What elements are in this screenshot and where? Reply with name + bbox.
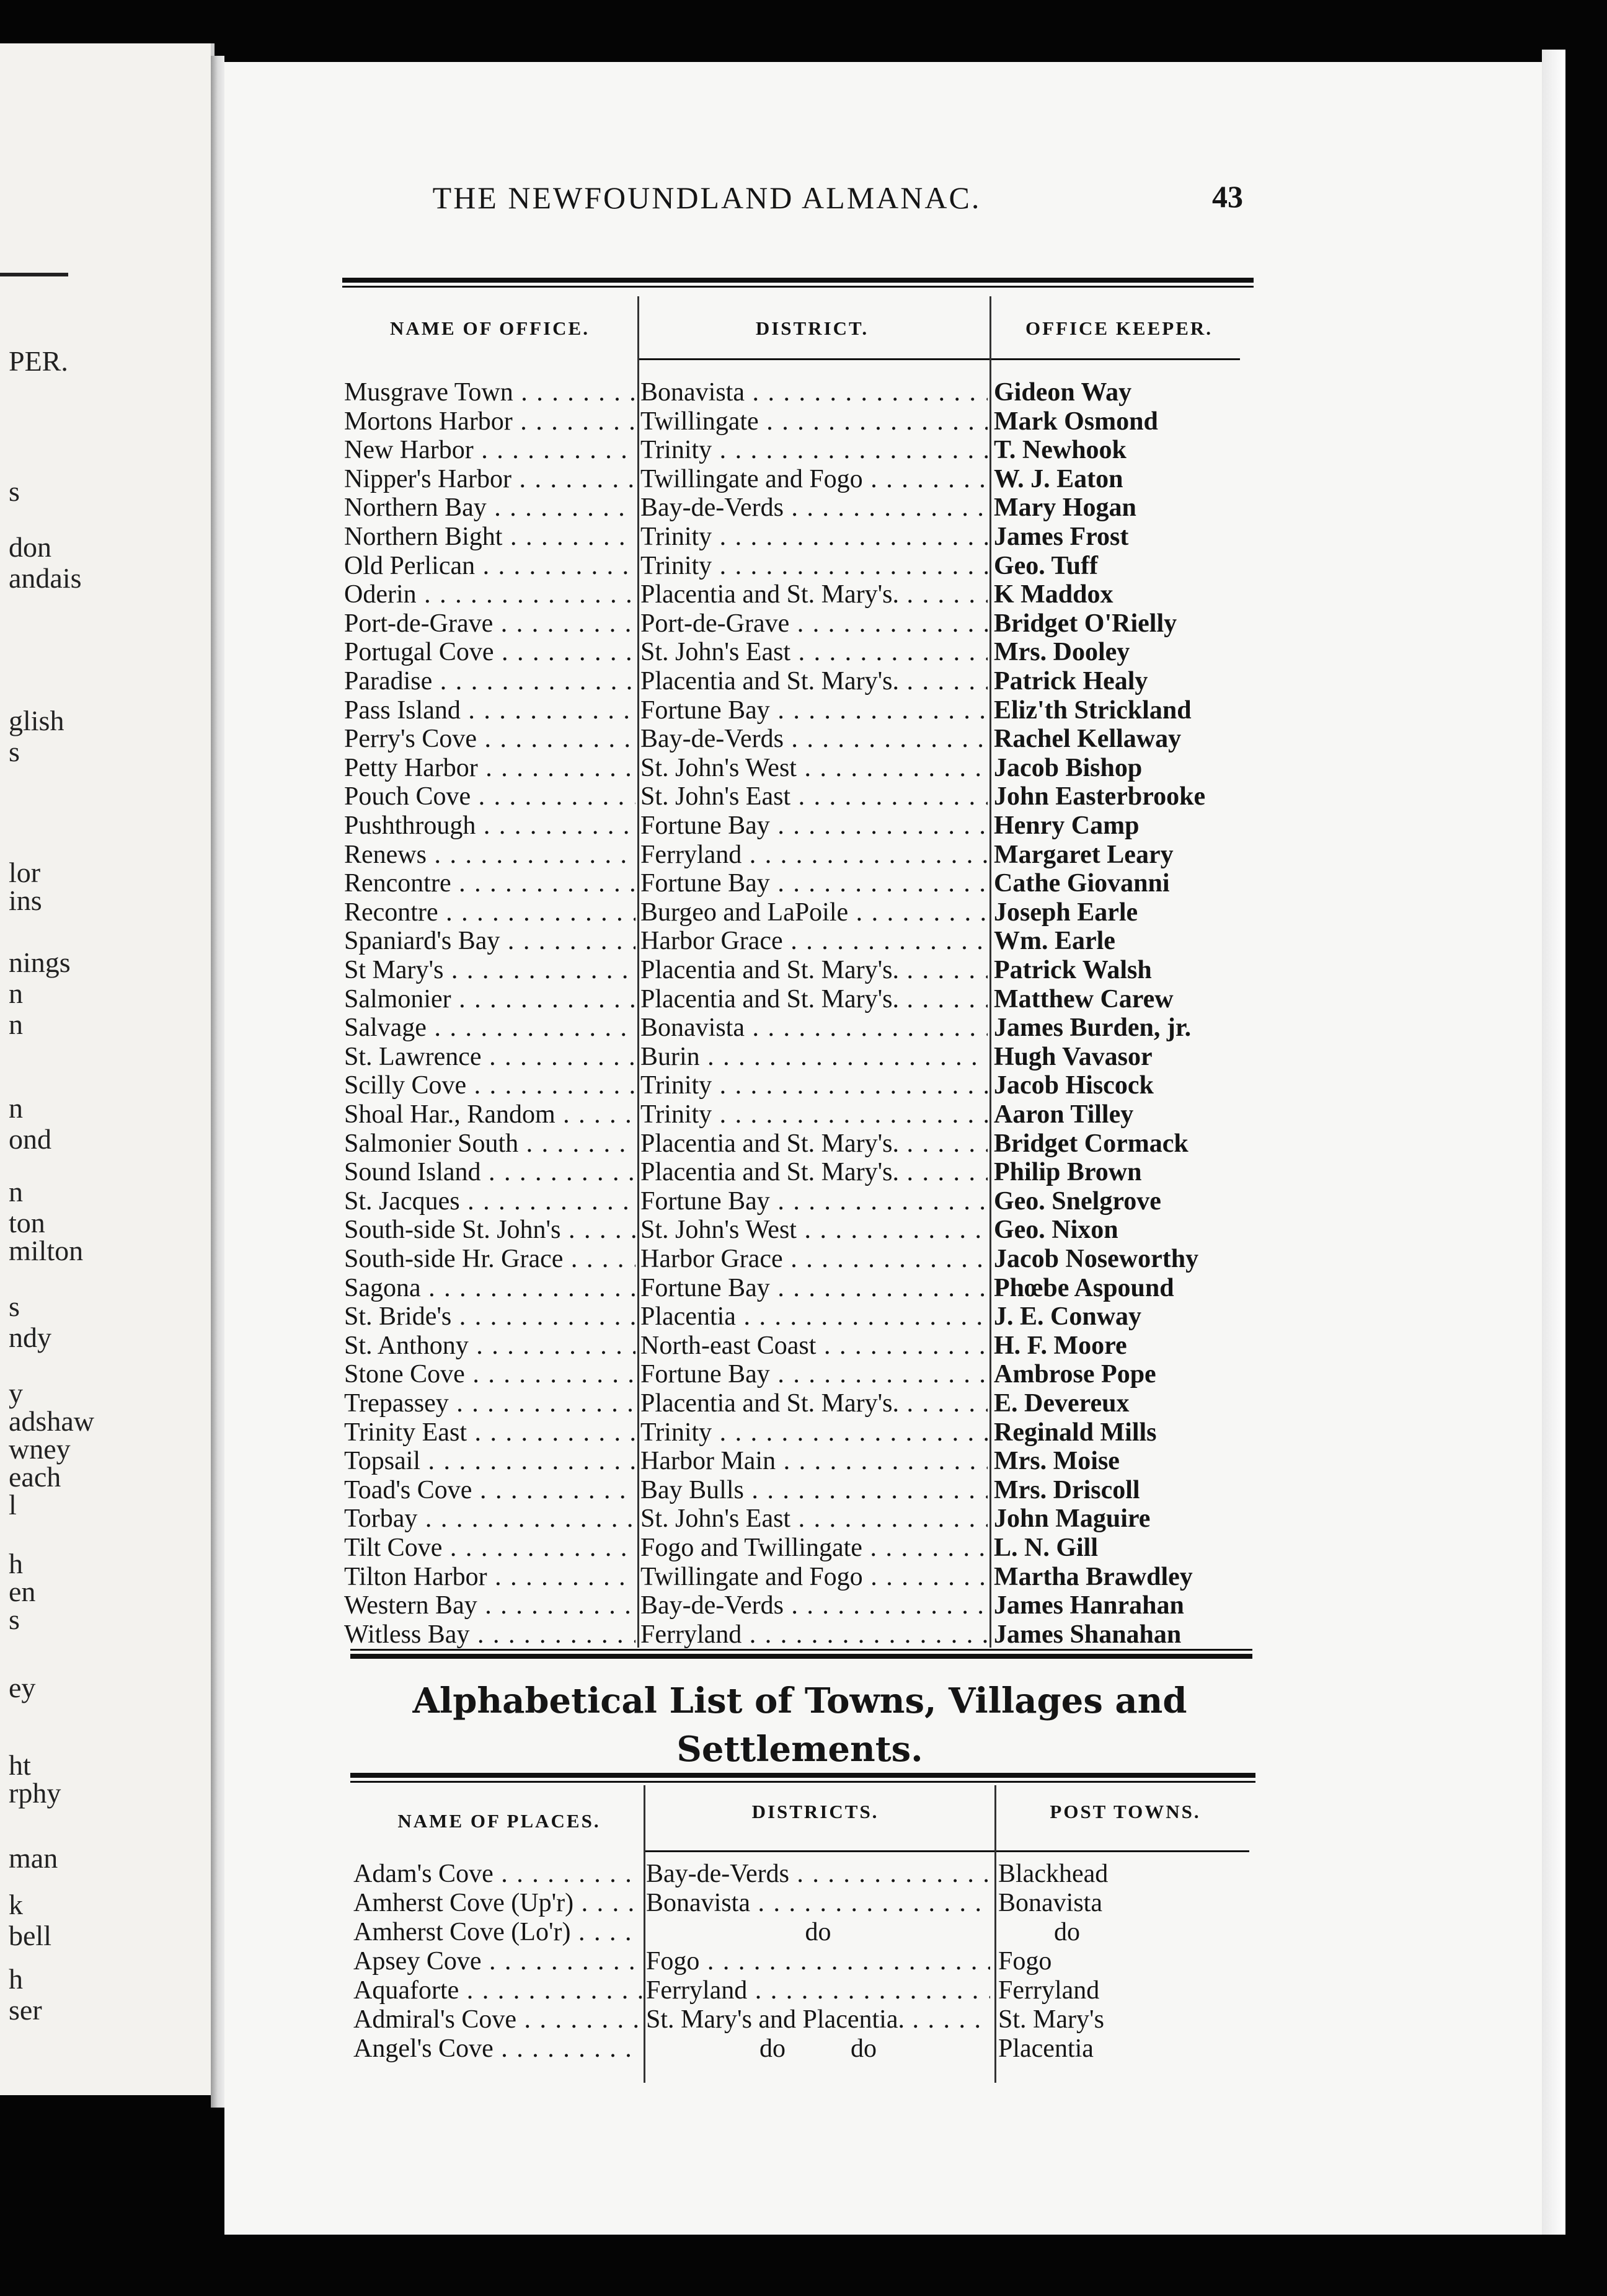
left-page-fragment: en [9, 1576, 36, 1607]
office-district: St. John's East . . . [640, 638, 988, 667]
left-page-fragment: ser [9, 1994, 42, 2026]
left-page-fragment: l [9, 1489, 17, 1521]
column-header-districts: DISTRICTS. [751, 1801, 879, 1822]
town-name: Adam's Cove . . . [353, 1860, 642, 1889]
left-page-fragment: k [9, 1889, 23, 1920]
left-page-fragment: bell [9, 1920, 51, 1951]
office-name: St. Anthony . . . [344, 1331, 635, 1361]
office-keeper: Mark Osmond [994, 407, 1158, 436]
office-name: Portugal Cove . . . [344, 638, 635, 667]
office-row [344, 696, 1249, 725]
left-page-fragment: n [9, 978, 23, 1009]
office-name: Torbay . . . [344, 1504, 635, 1534]
office-keeper: John Easterbrooke [994, 782, 1206, 811]
office-name: Pushthrough . . . [344, 811, 635, 841]
left-page-fragment: n [9, 1009, 23, 1040]
office-keeper: K Maddox [994, 580, 1113, 609]
previous-page-edge [0, 43, 215, 2095]
left-page-fragment: nings [9, 947, 71, 978]
town-row [353, 2034, 1259, 2064]
office-name: Nipper's Harbor . . . [344, 465, 635, 494]
office-keeper: Henry Camp [994, 811, 1140, 840]
office-keeper: James Frost [994, 523, 1129, 551]
office-district: Fortune Bay . . . [640, 869, 988, 898]
left-page-fragment: ht [9, 1749, 31, 1781]
office-keeper: James Burden, jr. [994, 1013, 1192, 1043]
office-row [344, 609, 1249, 638]
left-page-fragment: ndy [9, 1322, 51, 1353]
office-keeper: W. J. Eaton [994, 464, 1123, 493]
left-page-rule [0, 273, 68, 276]
office-district: Trinity . . . [640, 552, 988, 581]
office-keeper: Reginald Mills [994, 1418, 1157, 1447]
office-district: St. John's East . . . [640, 1504, 988, 1534]
office-keeper: Mrs. Moise [994, 1447, 1120, 1476]
office-name: Tilton Harbor . . . [344, 1563, 635, 1592]
left-page-fragment: man [9, 1842, 58, 1874]
office-name: Witless Bay . . . [344, 1620, 635, 1649]
top-rule-thick [342, 278, 1254, 283]
town-post-town: Ferryland [998, 1976, 1100, 2005]
towns-top-rule-thick [350, 1773, 1255, 1778]
office-district: Ferryland . . . [640, 1620, 988, 1649]
office-keeper: Patrick Healy [994, 667, 1148, 695]
town-name: Admiral's Cove . . . [353, 2005, 642, 2034]
left-page-fragment: n [9, 1176, 23, 1208]
office-name: Trinity East . . . [344, 1418, 635, 1447]
town-row [353, 1860, 1259, 1889]
office-row [344, 1071, 1249, 1100]
office-district: Bay-de-Verds . . . [640, 493, 988, 523]
office-district: Twillingate and Fogo . . . [640, 465, 988, 494]
office-row [344, 1447, 1249, 1476]
office-keeper: Eliz'th Strickland [994, 695, 1192, 725]
office-district: Trinity . . . [640, 1418, 988, 1447]
office-row [344, 869, 1249, 898]
office-keeper: Ambrose Pope [994, 1360, 1156, 1389]
office-district: North-east Coast . . . [640, 1331, 988, 1361]
office-row [344, 1302, 1249, 1331]
office-district: Ferryland . . . [640, 841, 988, 870]
towns-top-rule-thin [350, 1781, 1255, 1783]
office-keeper: T. Newhook [994, 436, 1127, 465]
office-district: Fortune Bay . . . [640, 1187, 988, 1216]
office-keeper: Bridget Cormack [994, 1129, 1189, 1158]
column-header-name-of-office: NAME OF OFFICE. [390, 317, 590, 339]
office-district: Bay Bulls . . . [640, 1476, 988, 1505]
office-district: St. John's East . . . [640, 782, 988, 811]
office-name: Tilt Cove . . . [344, 1534, 635, 1563]
left-page-fragment: glish [9, 705, 64, 736]
header-rule [639, 358, 1240, 360]
office-district: Harbor Main . . . [640, 1447, 988, 1476]
office-row [344, 927, 1249, 956]
office-district: Placentia and St. Mary's. . . . [640, 1389, 988, 1418]
office-row [344, 1534, 1249, 1563]
office-district: Fortune Bay . . . [640, 1274, 988, 1303]
office-keeper: Gideon Way [994, 378, 1132, 407]
town-name: Amherst Cove (Up'r) . . . [353, 1889, 642, 1918]
office-row [344, 1216, 1249, 1245]
town-post-town: do [1054, 1918, 1080, 1946]
office-row [344, 1331, 1249, 1361]
office-name: Trepassey . . . [344, 1389, 635, 1418]
office-keeper: Margaret Leary [994, 840, 1174, 869]
book-gutter [211, 56, 224, 2108]
office-row [344, 1158, 1249, 1187]
column-header-office-keeper: OFFICE KEEPER. [1025, 317, 1213, 339]
town-name: Amherst Cove (Lo'r) . . . [353, 1918, 642, 1947]
office-name: Shoal Har., Random . . . [344, 1100, 635, 1129]
office-name: Musgrave Town . . . [344, 378, 635, 407]
office-keeper: Cathe Giovanni [994, 869, 1170, 898]
office-name: Sound Island . . . [344, 1158, 635, 1187]
left-page-fragment: milton [9, 1235, 84, 1266]
office-district: Harbor Grace . . . [640, 1245, 988, 1274]
office-name: Scilly Cove . . . [344, 1071, 635, 1100]
office-keeper: Geo. Snelgrove [994, 1186, 1161, 1216]
left-page-fragment: y [9, 1377, 23, 1409]
office-row [344, 667, 1249, 696]
office-row [344, 898, 1249, 927]
office-row [344, 754, 1249, 783]
left-page-fragment: ey [9, 1672, 36, 1703]
town-post-town: Fogo [998, 1947, 1052, 1976]
office-name: South-side St. John's . . . [344, 1216, 635, 1245]
office-row [344, 985, 1249, 1014]
column-header-district: DISTRICT. [755, 317, 869, 339]
left-page-fragment: h [9, 1963, 23, 1995]
town-district: Bonavista . . . [646, 1889, 990, 1918]
office-row [344, 552, 1249, 581]
left-page-fragment: rphy [9, 1777, 61, 1809]
office-row [344, 1187, 1249, 1216]
office-name: Northern Bight . . . [344, 523, 635, 552]
office-name: Sagona . . . [344, 1274, 635, 1303]
office-row [344, 1389, 1249, 1418]
office-name: Port-de-Grave . . . [344, 609, 635, 638]
office-name: Paradise . . . [344, 667, 635, 696]
left-page-fragment: andais [9, 562, 82, 594]
office-district: Bonavista . . . [640, 378, 988, 407]
office-keeper: Philip Brown [994, 1158, 1142, 1187]
left-page-fragment: ins [9, 885, 42, 916]
office-district: Fortune Bay . . . [640, 811, 988, 841]
office-name: Pouch Cove . . . [344, 782, 635, 811]
town-district: do [805, 1918, 831, 1946]
office-keeper: John Maguire [994, 1504, 1151, 1534]
table-end-rule-thin [350, 1649, 1252, 1651]
office-name: Spaniard's Bay . . . [344, 927, 635, 956]
town-row [353, 1889, 1259, 1918]
left-page-fragment: wney [9, 1433, 71, 1465]
office-name: Renews . . . [344, 841, 635, 870]
town-post-town: Placentia [998, 2034, 1094, 2063]
office-district: Placentia and St. Mary's. . . . [640, 985, 988, 1014]
office-name: Recontre . . . [344, 898, 635, 927]
office-row [344, 1591, 1249, 1620]
office-keeper: Martha Brawdley [994, 1562, 1193, 1591]
top-rule-thin [342, 286, 1254, 288]
office-district: St. John's West . . . [640, 754, 988, 783]
office-row [344, 1013, 1249, 1043]
office-row [344, 725, 1249, 754]
town-name: Aquaforte . . . [353, 1976, 642, 2005]
office-keeper: Hugh Vavasor [994, 1042, 1153, 1071]
office-row [344, 841, 1249, 870]
office-row [344, 580, 1249, 609]
office-name: Stone Cove . . . [344, 1360, 635, 1389]
town-row [353, 2005, 1259, 2034]
office-row [344, 493, 1249, 523]
office-keeper: J. E. Conway [994, 1302, 1142, 1331]
office-row [344, 1129, 1249, 1159]
office-name: Salmonier South . . . [344, 1129, 635, 1159]
left-page-fragment: lor [9, 857, 41, 888]
office-row [344, 1245, 1249, 1274]
office-district: Trinity . . . [640, 1071, 988, 1100]
town-post-town: St. Mary's [998, 2005, 1104, 2034]
office-district: Twillingate and Fogo . . . [640, 1563, 988, 1592]
office-row [344, 956, 1249, 985]
office-keeper: Geo. Tuff [994, 551, 1099, 580]
page-edge-right [1542, 50, 1565, 2235]
office-row [344, 1504, 1249, 1534]
town-district: Fogo . . . [646, 1947, 990, 1976]
town-row [353, 1976, 1259, 2005]
office-row [344, 1274, 1249, 1303]
office-district: Placentia and St. Mary's. . . . [640, 580, 988, 609]
office-keeper: Bridget O'Rielly [994, 609, 1177, 638]
office-row [344, 1418, 1249, 1447]
office-row [344, 1563, 1249, 1592]
office-keeper: Patrick Walsh [994, 956, 1152, 984]
left-page-fragment: PER. [9, 345, 68, 377]
office-district: Placentia and St. Mary's. . . . [640, 956, 988, 985]
office-name: South-side Hr. Grace . . . [344, 1245, 635, 1274]
left-page-fragment: each [9, 1461, 61, 1493]
office-name: Western Bay . . . [344, 1591, 635, 1620]
town-post-town: Blackhead [998, 1860, 1109, 1888]
office-district: Trinity . . . [640, 1100, 988, 1129]
office-name: Toad's Cove . . . [344, 1476, 635, 1505]
office-district: Harbor Grace . . . [640, 927, 988, 956]
left-page-fragment: h [9, 1548, 23, 1579]
town-district: Ferryland . . . [646, 1976, 990, 2005]
office-row [344, 1476, 1249, 1505]
town-name: Angel's Cove . . . [353, 2034, 642, 2064]
office-district: Placentia . . . [640, 1302, 988, 1331]
office-district: Bonavista . . . [640, 1013, 988, 1043]
town-name: Apsey Cove . . . [353, 1947, 642, 1976]
left-page-fragment: s [9, 1604, 20, 1635]
office-district: St. John's West . . . [640, 1216, 988, 1245]
office-name: Petty Harbor . . . [344, 754, 635, 783]
left-page-fragment: ton [9, 1207, 45, 1239]
office-row [344, 638, 1249, 667]
office-district: Placentia and St. Mary's. . . . [640, 1129, 988, 1159]
office-row [344, 1100, 1249, 1129]
office-name: Topsail . . . [344, 1447, 635, 1476]
office-name: Rencontre . . . [344, 869, 635, 898]
office-name: Mortons Harbor . . . [344, 407, 635, 436]
office-row [344, 1360, 1249, 1389]
office-keeper: Phœbe Aspound [994, 1273, 1174, 1302]
office-name: Pass Island . . . [344, 696, 635, 725]
column-header-name-of-places: NAME OF PLACES. [397, 1810, 601, 1832]
office-keeper: Jacob Hiscock [994, 1071, 1154, 1100]
office-district: Placentia and St. Mary's. . . . [640, 1158, 988, 1187]
left-page-fragment: ond [9, 1123, 51, 1155]
left-page-fragment: s [9, 736, 20, 767]
office-keeper: Joseph Earle [994, 898, 1138, 927]
office-row [344, 465, 1249, 494]
office-keeper: James Hanrahan [994, 1591, 1184, 1620]
office-district: Bay-de-Verds . . . [640, 725, 988, 754]
town-row [353, 1918, 1259, 1947]
office-name: Salvage . . . [344, 1013, 635, 1043]
left-page-fragment: don [9, 531, 51, 563]
office-row [344, 782, 1249, 811]
office-name: Oderin . . . [344, 580, 635, 609]
office-row [344, 378, 1249, 407]
office-keeper: Jacob Bishop [994, 753, 1143, 782]
office-name: Salmonier . . . [344, 985, 635, 1014]
office-district: Fogo and Twillingate . . . [640, 1534, 988, 1563]
left-page-fragment: s [9, 1291, 20, 1322]
office-row [344, 523, 1249, 552]
office-name: Northern Bay . . . [344, 493, 635, 523]
office-name: St. Jacques . . . [344, 1187, 635, 1216]
office-keeper: Wm. Earle [994, 927, 1115, 956]
town-row [353, 1947, 1259, 1976]
office-keeper: James Shanahan [994, 1620, 1182, 1649]
section-title: Alphabetical List of Towns, Villages and Settlements. [412, 1680, 1187, 1770]
office-keeper: E. Devereux [994, 1389, 1130, 1418]
office-district: Trinity . . . [640, 523, 988, 552]
office-keeper: Mrs. Dooley [994, 638, 1130, 667]
office-name: Perry's Cove . . . [344, 725, 635, 754]
office-name: St Mary's . . . [344, 956, 635, 985]
office-district: Bay-de-Verds . . . [640, 1591, 988, 1620]
town-district: Bay-de-Verds . . . [646, 1860, 990, 1889]
office-row [344, 811, 1249, 841]
office-row [344, 407, 1249, 436]
office-name: St. Bride's . . . [344, 1302, 635, 1331]
office-keeper: Rachel Kellaway [994, 725, 1182, 754]
office-keeper: Jacob Noseworthy [994, 1245, 1199, 1273]
office-keeper: Geo. Nixon [994, 1216, 1118, 1245]
left-page-fragment: s [9, 475, 20, 507]
office-name: St. Lawrence . . . [344, 1043, 635, 1072]
office-name: Old Perlican . . . [344, 552, 635, 581]
office-district: Twillingate . . . [640, 407, 988, 436]
running-head: THE NEWFOUNDLAND ALMANAC. [432, 180, 981, 215]
town-district: do do [759, 2034, 877, 2063]
left-page-fragment: n [9, 1092, 23, 1124]
office-keeper: Aaron Tilley [994, 1100, 1134, 1129]
office-row [344, 436, 1249, 465]
table-end-rule-thick [350, 1654, 1252, 1659]
office-row [344, 1620, 1249, 1649]
office-district: Trinity . . . [640, 436, 988, 465]
office-keeper: Matthew Carew [994, 984, 1174, 1013]
office-district: Placentia and St. Mary's. . . . [640, 667, 988, 696]
office-district: Port-de-Grave . . . [640, 609, 988, 638]
office-keeper: L. N. Gill [994, 1534, 1099, 1562]
town-post-town: Bonavista [998, 1889, 1102, 1917]
town-district: St. Mary's and Placentia. . . . [646, 2005, 990, 2034]
office-district: Burgeo and LaPoile . . . [640, 898, 988, 927]
office-name: New Harbor . . . [344, 436, 635, 465]
office-district: Fortune Bay . . . [640, 1360, 988, 1389]
office-keeper: H. F. Moore [994, 1331, 1127, 1360]
office-keeper: Mary Hogan [994, 493, 1136, 523]
office-district: Burin . . . [640, 1043, 988, 1072]
office-keeper: Mrs. Driscoll [994, 1475, 1140, 1504]
towns-header-rule [645, 1850, 1249, 1852]
page-number: 43 [1212, 179, 1243, 214]
office-row [344, 1043, 1249, 1072]
column-header-post-towns: POST TOWNS. [1050, 1801, 1201, 1822]
left-page-fragment: adshaw [9, 1405, 94, 1437]
office-district: Fortune Bay . . . [640, 696, 988, 725]
